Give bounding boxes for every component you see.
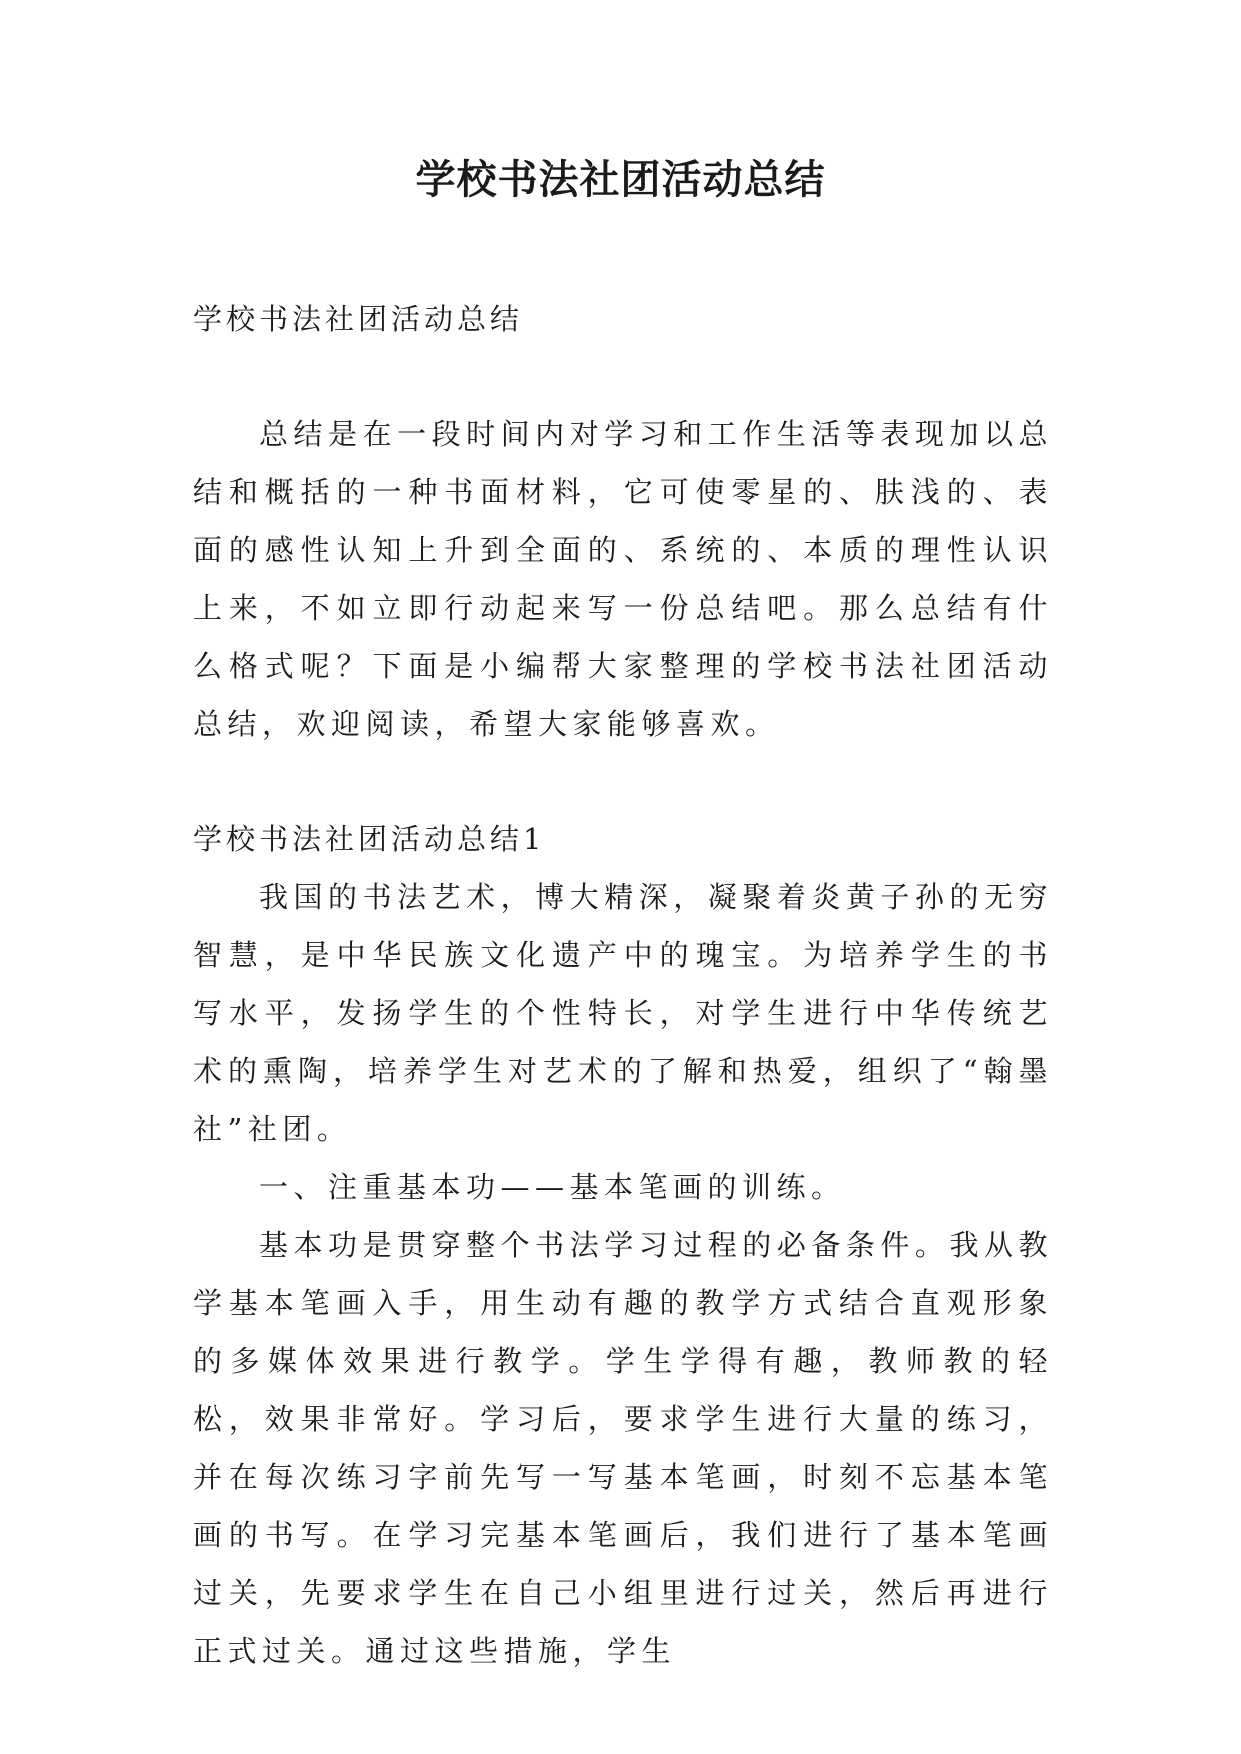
body-paragraph-3: 基本功是贯穿整个书法学习过程的必备条件。我从教学基本笔画入手，用生动有趣的教学方式结合直观形象的多媒体效果进行教学。学生学得有趣，教师教的轻松，效果非常好。学习后，要求学生进行大量的练习，并在每次练习字前先写一写基本笔画，时刻不忘基本笔画的书写。在学习完基本笔画后，我们进行了基本笔画过关，先要求学生在自己小组里进行过关，然后再进行正式过关。通过这些措施，学生 xyxy=(193,1228,1053,1668)
document-subtitle: 学校书法社团活动总结 xyxy=(193,302,524,336)
body-paragraph-1: 我国的书法艺术，博大精深，凝聚着炎黄子孙的无穷智慧，是中华民族文化遗产中的瑰宝。为培养学生的书写水平，发扬学生的个性特长，对学生进行中华传统艺术的熏陶，培养学生对艺术的了解和热爱，组织了“翰墨社”社团。 xyxy=(193,880,1053,1146)
section-heading: 学校书法社团活动总结1 xyxy=(193,822,546,856)
section-body xyxy=(193,868,1053,1680)
intro-paragraph: 总结是在一段时间内对学习和工作生活等表现加以总结和概括的一种书面材料，它可使零星的、肤浅的、表面的感性认知上升到全面的、系统的、本质的理性认识上来，不如立即行动起来写一份总结吧。那么总结有什么格式呢？下面是小编帮大家整理的学校书法社团活动总结，欢迎阅读，希望大家能够喜欢。 xyxy=(193,417,1053,741)
document-title: 学校书法社团活动总结 xyxy=(415,157,826,203)
body-paragraph-2: 一、注重基本功——基本笔画的训练。 xyxy=(259,1170,846,1204)
